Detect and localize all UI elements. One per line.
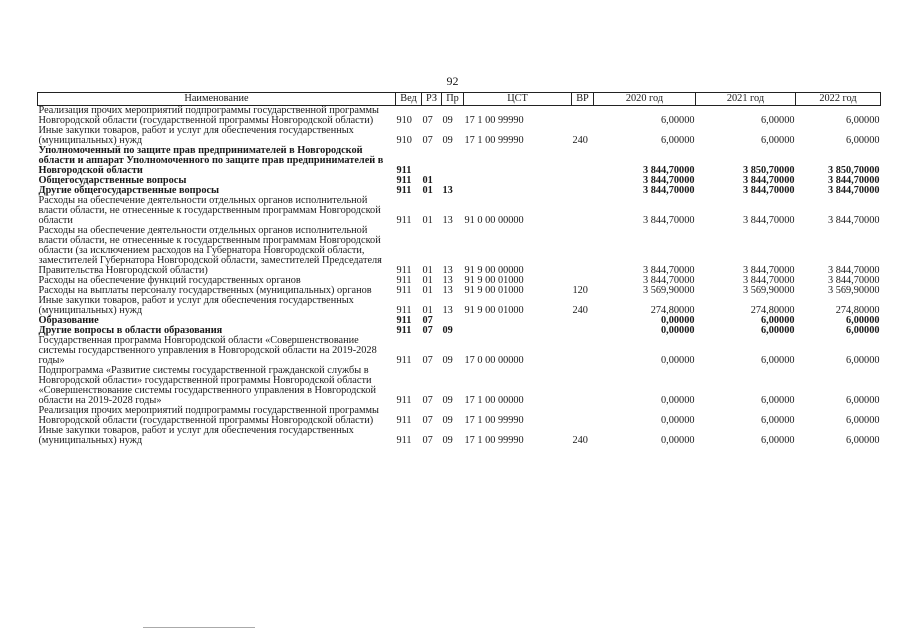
row-pr: 09 — [442, 325, 453, 336]
row-vr: 240 — [572, 305, 588, 316]
row-2020: 274,80000 — [650, 305, 695, 316]
header-rz: РЗ — [422, 93, 442, 106]
row-2022: 6,00000 — [846, 435, 880, 446]
row-ved: 911 — [396, 265, 412, 276]
row-cst: 17 1 00 99990 — [464, 415, 524, 426]
row-pr: 13 — [442, 305, 453, 316]
row-pr — [442, 146, 464, 176]
page-number: 92 — [446, 74, 459, 88]
row-cst: 91 9 00 01000 — [464, 275, 524, 286]
row-2022: 6,00000 — [846, 325, 880, 336]
row-name: Иные закупки товаров, работ и услуг для обеспечения государственных (муниципальных) нужд — [38, 425, 354, 446]
row-2022: 6,00000 — [846, 315, 880, 326]
row-2021: 6,00000 — [761, 115, 795, 126]
row-ved: 911 — [396, 435, 412, 446]
row-cst: 17 0 00 00000 — [464, 355, 524, 366]
row-vr: 120 — [572, 285, 588, 296]
row-2021: 3 844,70000 — [743, 175, 795, 186]
row-name: Расходы на обеспечение деятельности отдельных органов исполнительной власти области, не отнесенные к государственным программам Новгородской области (за исключением расходов на Губернатора Новгородской области, заместителей Губернатора Новгородской области, заместителей Председателя Правительства Новгородской области) — [38, 225, 382, 276]
header-name: Наименование — [38, 93, 396, 106]
row-name: Расходы на выплаты персоналу государственных (муниципальных) органов — [38, 285, 372, 296]
row-2021: 6,00000 — [761, 315, 795, 326]
row-2020: 0,00000 — [661, 315, 695, 326]
row-vr — [572, 146, 594, 176]
row-ved: 910 — [396, 115, 412, 126]
table-row — [38, 146, 881, 176]
row-2020: 0,00000 — [661, 395, 695, 406]
row-vr — [572, 406, 594, 426]
row-2021: 3 844,70000 — [743, 275, 795, 286]
row-name: Общегосударственные вопросы — [38, 175, 187, 186]
table-row — [38, 426, 881, 446]
row-rz: 07 — [422, 415, 433, 426]
row-ved: 911 — [396, 215, 412, 226]
row-pr: 09 — [442, 435, 453, 446]
row-2021: 6,00000 — [761, 325, 795, 336]
row-ved: 911 — [396, 305, 412, 316]
row-2022: 3 844,70000 — [828, 275, 880, 286]
row-vr — [572, 176, 594, 186]
row-pr: 09 — [442, 415, 453, 426]
row-vr: 240 — [572, 135, 588, 146]
row-cst: 17 1 00 00000 — [464, 395, 524, 406]
row-name: Реализация прочих мероприятий подпрограммы государственной программы Новгородской области (государственной программы Новгородской области) — [38, 405, 379, 426]
row-ved: 911 — [396, 275, 412, 286]
row-name: Подпрограмма «Развитие системы государственной гражданской службы в Новгородской области» государственной программы Новгородской области «Совершенствование системы государственного управления в Новгородской области на 2019-2028 годы» — [38, 365, 377, 406]
row-pr: 09 — [442, 135, 453, 146]
row-vr — [572, 326, 594, 336]
row-cst — [464, 176, 572, 186]
row-pr: 09 — [442, 115, 453, 126]
row-rz: 07 — [422, 355, 433, 366]
row-ved: 911 — [396, 165, 412, 176]
header-2021: 2021 год — [696, 93, 796, 106]
row-pr: 09 — [442, 395, 453, 406]
row-pr: 09 — [442, 355, 453, 366]
row-name: Государственная программа Новгородской области «Совершенствование системы государственного управления в Новгородской области на 2019-2028 годы» — [38, 335, 377, 366]
row-cst: 91 9 00 00000 — [464, 265, 524, 276]
table-row — [38, 366, 881, 406]
row-rz: 01 — [422, 185, 433, 196]
row-vr — [572, 186, 594, 196]
row-pr: 13 — [442, 265, 453, 276]
header-vr: ВР — [572, 93, 594, 106]
row-2020: 3 844,70000 — [643, 175, 695, 186]
budget-table — [37, 92, 881, 446]
row-2022: 3 844,70000 — [828, 175, 880, 186]
row-2022: 3 844,70000 — [828, 265, 880, 276]
row-name: Иные закупки товаров, работ и услуг для обеспечения государственных (муниципальных) нужд — [38, 295, 354, 316]
row-cst — [464, 146, 572, 176]
row-cst: 17 1 00 99990 — [464, 115, 524, 126]
row-rz — [422, 146, 442, 176]
row-rz: 07 — [422, 325, 433, 336]
row-2021: 6,00000 — [761, 435, 795, 446]
table-row — [38, 296, 881, 316]
row-2021: 6,00000 — [761, 355, 795, 366]
row-vr — [572, 336, 594, 366]
row-2020: 3 844,70000 — [643, 275, 695, 286]
row-rz: 01 — [422, 305, 433, 316]
row-vr — [572, 366, 594, 406]
row-2022: 6,00000 — [846, 395, 880, 406]
row-cst: 91 0 00 00000 — [464, 215, 524, 226]
row-2022: 6,00000 — [846, 355, 880, 366]
row-2021: 274,80000 — [750, 305, 795, 316]
row-rz: 01 — [422, 275, 433, 286]
row-2021: 6,00000 — [761, 395, 795, 406]
row-cst: 17 1 00 99990 — [464, 435, 524, 446]
row-name: Уполномоченный по защите прав предпринимателей в Новгородской области и аппарат Уполномоченного по защите прав предпринимателей в Новгородской области — [38, 145, 384, 176]
row-ved: 911 — [396, 355, 412, 366]
row-cst: 91 9 00 01000 — [464, 285, 524, 296]
row-name: Другие вопросы в области образования — [38, 325, 223, 336]
row-2020: 0,00000 — [661, 325, 695, 336]
row-ved: 911 — [396, 395, 412, 406]
row-cst — [464, 186, 572, 196]
row-2022: 6,00000 — [846, 135, 880, 146]
row-2020: 0,00000 — [661, 415, 695, 426]
row-name: Образование — [38, 315, 99, 326]
row-2021: 3 844,70000 — [743, 185, 795, 196]
row-vr — [572, 316, 594, 326]
row-name: Расходы на обеспечение деятельности отдельных органов исполнительной власти области, не отнесенные к государственным программам Новгородской области — [38, 195, 381, 226]
row-2021: 3 850,70000 — [743, 165, 795, 176]
row-cst: 17 1 00 99990 — [464, 135, 524, 146]
row-ved: 911 — [396, 185, 412, 196]
row-2022: 6,00000 — [846, 115, 880, 126]
row-2022: 6,00000 — [846, 415, 880, 426]
row-2022: 3 844,70000 — [828, 185, 880, 196]
row-2022: 3 850,70000 — [828, 165, 880, 176]
row-ved: 911 — [396, 285, 412, 296]
row-name: Расходы на обеспечение функций государственных органов — [38, 275, 301, 286]
row-2020: 3 844,70000 — [643, 265, 695, 276]
row-2020: 3 569,90000 — [643, 285, 695, 296]
table-row — [38, 226, 881, 276]
row-2021: 3 844,70000 — [743, 265, 795, 276]
row-rz: 07 — [422, 435, 433, 446]
table-row — [38, 406, 881, 426]
row-vr: 240 — [572, 435, 588, 446]
row-pr: 13 — [442, 275, 453, 286]
row-vr — [572, 226, 594, 276]
row-rz: 01 — [422, 215, 433, 226]
row-ved: 911 — [396, 415, 412, 426]
row-ved: 910 — [396, 135, 412, 146]
row-rz: 01 — [422, 285, 433, 296]
row-vr — [572, 196, 594, 226]
row-2020: 3 844,70000 — [643, 165, 695, 176]
row-name: Другие общегосударственные вопросы — [38, 185, 220, 196]
row-2020: 0,00000 — [661, 355, 695, 366]
row-pr: 13 — [442, 185, 453, 196]
row-name: Иные закупки товаров, работ и услуг для обеспечения государственных (муниципальных) нужд — [38, 125, 354, 146]
row-vr — [572, 106, 594, 127]
row-2021: 3 569,90000 — [743, 285, 795, 296]
row-2022: 3 569,90000 — [828, 285, 880, 296]
row-cst: 91 9 00 01000 — [464, 305, 524, 316]
table-header-row — [38, 93, 881, 106]
row-cst — [464, 316, 572, 326]
header-ved: Вед — [396, 93, 422, 106]
table-row — [38, 106, 881, 127]
row-2020: 3 844,70000 — [643, 185, 695, 196]
header-cst: ЦСТ — [464, 93, 572, 106]
row-ved: 911 — [396, 315, 412, 326]
row-2020: 6,00000 — [661, 115, 695, 126]
row-rz: 01 — [422, 265, 433, 276]
header-2022: 2022 год — [796, 93, 881, 106]
table-row — [38, 196, 881, 226]
header-pr: Пр — [442, 93, 464, 106]
row-rz: 07 — [422, 395, 433, 406]
row-pr: 13 — [442, 285, 453, 296]
row-2021: 3 844,70000 — [743, 215, 795, 226]
row-2020: 0,00000 — [661, 435, 695, 446]
row-2021: 6,00000 — [761, 415, 795, 426]
header-2020: 2020 год — [594, 93, 696, 106]
row-rz: 07 — [422, 115, 433, 126]
row-2020: 6,00000 — [661, 135, 695, 146]
row-pr: 13 — [442, 215, 453, 226]
row-rz: 07 — [422, 135, 433, 146]
row-ved: 911 — [396, 175, 412, 186]
row-ved: 911 — [396, 325, 412, 336]
row-name: Реализация прочих мероприятий подпрограммы государственной программы Новгородской области (государственной программы Новгородской области) — [38, 105, 379, 126]
row-2022: 274,80000 — [835, 305, 880, 316]
table-row — [38, 126, 881, 146]
row-rz: 01 — [422, 175, 433, 186]
row-cst — [464, 326, 572, 336]
table-row — [38, 336, 881, 366]
row-2022: 3 844,70000 — [828, 215, 880, 226]
footer-rule — [143, 627, 255, 628]
row-2021: 6,00000 — [761, 135, 795, 146]
row-rz: 07 — [422, 315, 433, 326]
row-2020: 3 844,70000 — [643, 215, 695, 226]
